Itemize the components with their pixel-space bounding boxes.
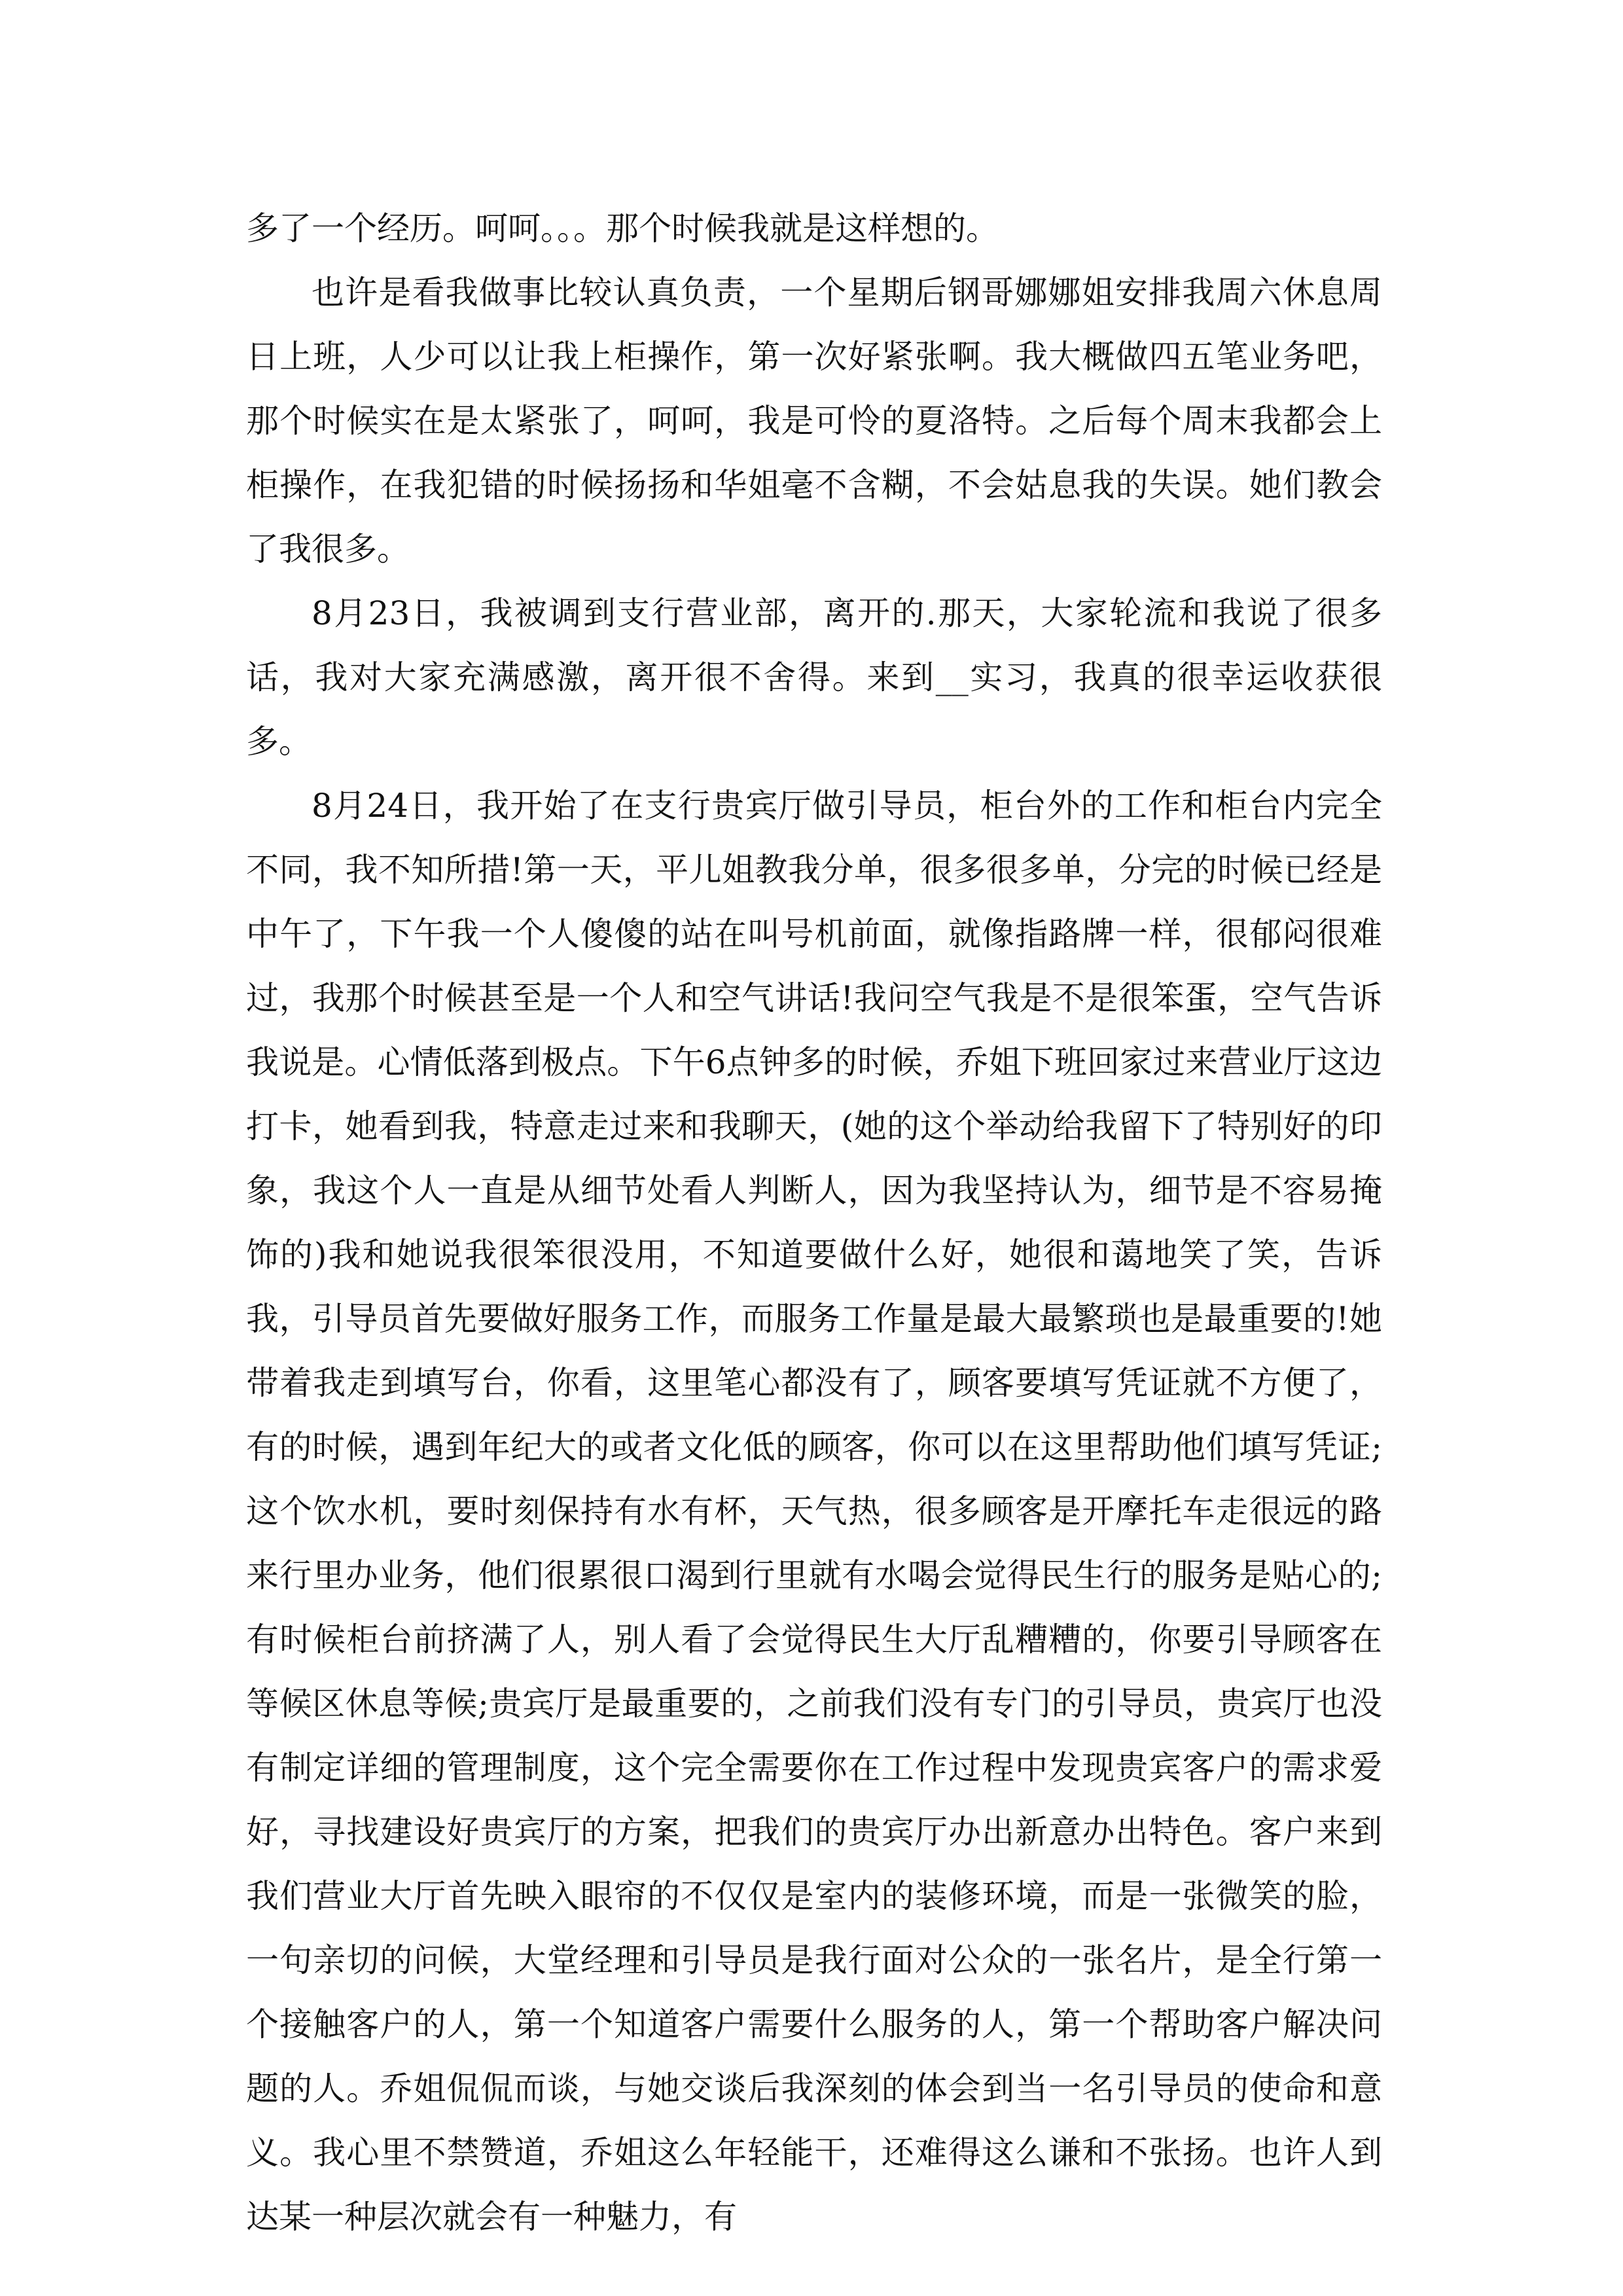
body-text [246, 196, 1382, 2249]
paragraph-transfer: 8月23日，我被调到支行营业部，离开的.那天，大家轮流和我说了很多话，我对大家充满感激，离开很不舍得。来到__实习，我真的很幸运收获很多。 [246, 594, 1382, 761]
paragraph-guide-role: 8月24日，我开始了在支行贵宾厅做引导员，柜台外的工作和柜台内完全不同，我不知所措!第一天，平儿姐教我分单，很多很多单，分完的时候已经是中午了，下午我一个人傻傻的站在叫号机前面，就像指路牌一样，很郁闷很难过，我那个时候甚至是一个人和空气讲话!我问空气我是不是很笨蛋，空气告诉我说是。心情低落到极点。下午6点钟多的时候，乔姐下班回家过来营业厅这边打卡，她看到我，特意走过来和我聊天，(她的这个举动给我留下了特别好的印象，我这个人一直是从细节处看人判断人，因为我坚持认为，细节是不容易掩饰的)我和她说我很笨很没用，不知道要做什么好，她很和蔼地笑了笑，告诉我，引导员首先要做好服务工作，而服务工作量是最大最繁琐也是最重要的!她带着我走到填写台，你看，这里笔心都没有了，顾客要填写凭证就不方便了，有的时候，遇到年纪大的或者文化低的顾客，你可以在这里帮助他们填写凭证;这个饮水机，要时刻保持有水有杯，天气热，很多顾客是开摩托车走很远的路来行里办业务，他们很累很口渴到行里就有水喝会觉得民生行的服务是贴心的;有时候柜台前挤满了人，别人看了会觉得民生大厅乱糟糟的，你要引导顾客在等候区休息等候;贵宾厅是最重要的，之前我们没有专门的引导员，贵宾厅也没有制定详细的管理制度，这个完全需要你在工作过程中发现贵宾客户的需求爱好，寻找建设好贵宾厅的方案，把我们的贵宾厅办出新意办出特色。客户来到我们营业大厅首先映入眼帘的不仅仅是室内的装修环境，而是一张微笑的脸，一句亲切的问候，大堂经理和引导员是我行面对公众的一张名片，是全行第一个接触客户的人，第一个知道客户需要什么服务的人，第一个帮助客户解决问题的人。乔姐侃侃而谈，与她交谈后我深刻的体会到当一名引导员的使命和意义。我心里不禁赞道，乔姐这么年轻能干，还难得这么谦和不张扬。也许人到达某一种层次就会有一种魅力，有 [246, 787, 1382, 2236]
paragraph-counter-work: 也许是看我做事比较认真负责，一个星期后钢哥娜娜姐安排我周六休息周日上班，人少可以让我上柜操作，第一次好紧张啊。我大概做四五笔业务吧，那个时候实在是太紧张了，呵呵，我是可怜的夏洛特。之后每个周末我都会上柜操作，在我犯错的时候扬扬和华姐毫不含糊，不会姑息我的失误。她们教会了我很多。 [246, 274, 1382, 568]
paragraph-continuation: 多了一个经历。呵呵。。。那个时候我就是这样想的。 [246, 209, 999, 247]
